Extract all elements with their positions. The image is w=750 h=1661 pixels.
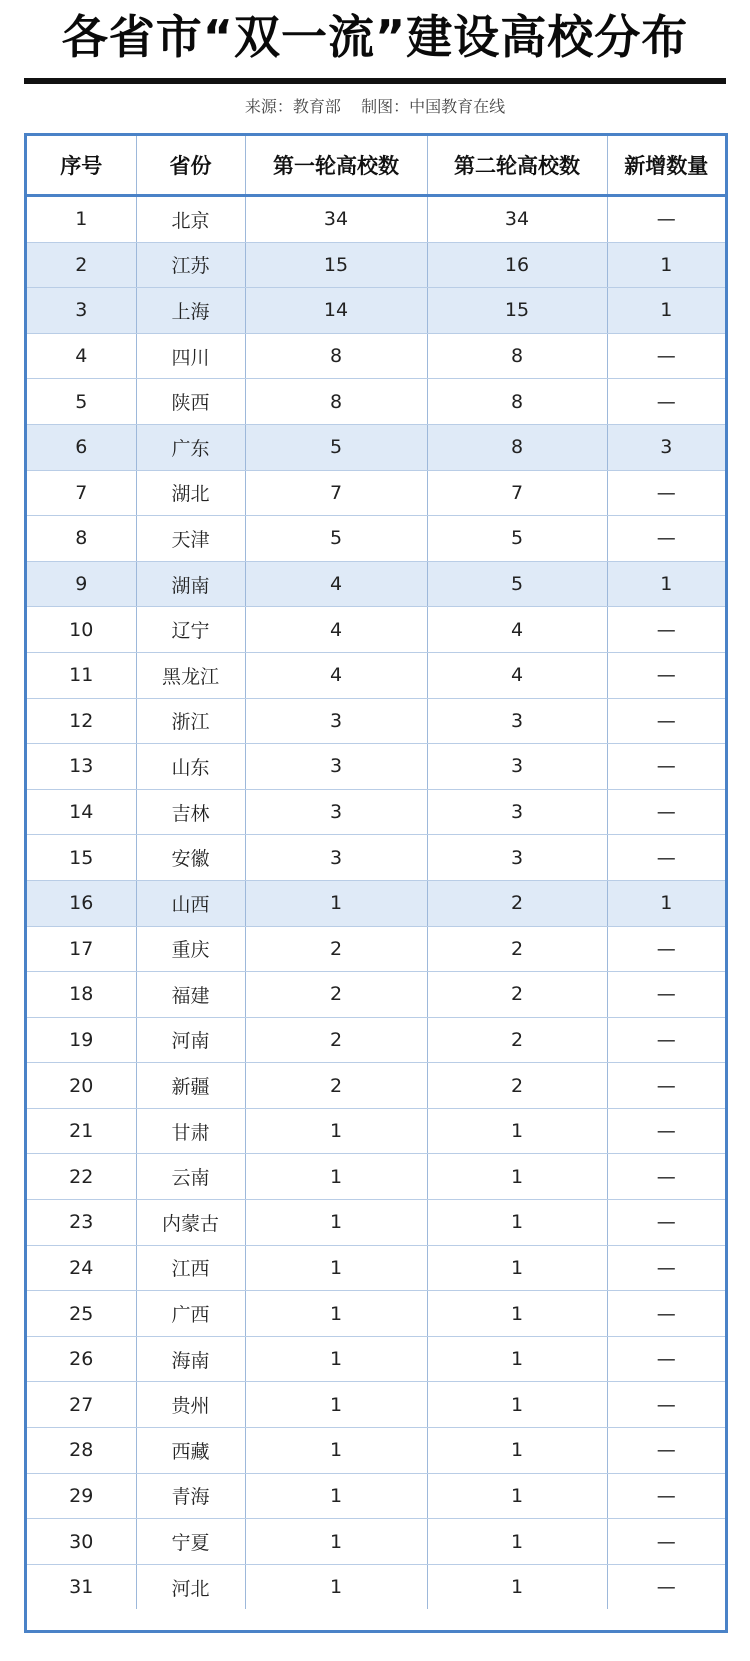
- cell-round1-count: 1: [245, 1200, 427, 1246]
- cell-round2-count: 3: [427, 744, 607, 790]
- table-row: [27, 1017, 725, 1063]
- table-row: [27, 926, 725, 972]
- table-row: [27, 1564, 725, 1609]
- cell-added-count: 1: [607, 561, 725, 607]
- cell-index: 12: [27, 698, 136, 744]
- cell-round2-count: 34: [427, 196, 607, 243]
- cell-round1-count: 2: [245, 972, 427, 1018]
- cell-round2-count: 1: [427, 1382, 607, 1428]
- cell-round2-count: 3: [427, 835, 607, 881]
- table-row: [27, 1063, 725, 1109]
- cell-index: 27: [27, 1382, 136, 1428]
- cell-index: 13: [27, 744, 136, 790]
- cell-province: 新疆: [136, 1063, 245, 1109]
- cell-round1-count: 2: [245, 926, 427, 972]
- cell-round1-count: 3: [245, 835, 427, 881]
- cell-added-count: —: [607, 835, 725, 881]
- cell-round2-count: 1: [427, 1245, 607, 1291]
- cell-round1-count: 4: [245, 652, 427, 698]
- cell-added-count: —: [607, 1200, 725, 1246]
- cell-round1-count: 5: [245, 424, 427, 470]
- cell-index: 7: [27, 470, 136, 516]
- cell-round1-count: 7: [245, 470, 427, 516]
- cell-round2-count: 5: [427, 561, 607, 607]
- header-province: 省份: [136, 136, 245, 196]
- table-row: [27, 1473, 725, 1519]
- cell-added-count: 1: [607, 242, 725, 288]
- table-row: [27, 333, 725, 379]
- cell-round1-count: 1: [245, 1473, 427, 1519]
- cell-province: 山东: [136, 744, 245, 790]
- table-row: [27, 1291, 725, 1337]
- header-added-count: 新增数量: [607, 136, 725, 196]
- cell-round1-count: 1: [245, 1564, 427, 1609]
- cell-round1-count: 3: [245, 744, 427, 790]
- cell-index: 22: [27, 1154, 136, 1200]
- cell-index: 2: [27, 242, 136, 288]
- cell-province: 海南: [136, 1336, 245, 1382]
- cell-index: 8: [27, 516, 136, 562]
- cell-province: 江西: [136, 1245, 245, 1291]
- cell-round2-count: 4: [427, 652, 607, 698]
- cell-added-count: —: [607, 926, 725, 972]
- cell-added-count: —: [607, 1154, 725, 1200]
- cell-index: 18: [27, 972, 136, 1018]
- cell-province: 青海: [136, 1473, 245, 1519]
- cell-round1-count: 8: [245, 333, 427, 379]
- cell-added-count: —: [607, 1245, 725, 1291]
- cell-index: 28: [27, 1428, 136, 1474]
- table-row: [27, 972, 725, 1018]
- cell-round2-count: 15: [427, 288, 607, 334]
- cell-added-count: —: [607, 470, 725, 516]
- cell-province: 贵州: [136, 1382, 245, 1428]
- cell-index: 9: [27, 561, 136, 607]
- cell-round2-count: 16: [427, 242, 607, 288]
- table-row: [27, 1336, 725, 1382]
- cell-added-count: —: [607, 1063, 725, 1109]
- cell-round1-count: 1: [245, 1154, 427, 1200]
- cell-round1-count: 1: [245, 1245, 427, 1291]
- cell-added-count: —: [607, 744, 725, 790]
- table-row: [27, 1519, 725, 1565]
- cell-round2-count: 8: [427, 379, 607, 425]
- table-row: [27, 652, 725, 698]
- cell-round2-count: 1: [427, 1200, 607, 1246]
- cell-added-count: —: [607, 333, 725, 379]
- cell-province: 吉林: [136, 789, 245, 835]
- cell-round2-count: 2: [427, 1017, 607, 1063]
- cell-province: 甘肃: [136, 1108, 245, 1154]
- cell-index: 29: [27, 1473, 136, 1519]
- cell-round2-count: 7: [427, 470, 607, 516]
- table-row: [27, 835, 725, 881]
- header-round2-count: 第二轮高校数: [427, 136, 607, 196]
- cell-round1-count: 1: [245, 1519, 427, 1565]
- cell-index: 24: [27, 1245, 136, 1291]
- cell-province: 陕西: [136, 379, 245, 425]
- cell-index: 4: [27, 333, 136, 379]
- cell-added-count: —: [607, 789, 725, 835]
- cell-round1-count: 1: [245, 1291, 427, 1337]
- cell-added-count: —: [607, 1017, 725, 1063]
- table-header-row: [27, 136, 725, 196]
- cell-round1-count: 5: [245, 516, 427, 562]
- cell-round2-count: 1: [427, 1336, 607, 1382]
- table-row: [27, 1428, 725, 1474]
- cell-index: 19: [27, 1017, 136, 1063]
- cell-added-count: —: [607, 1519, 725, 1565]
- cell-round1-count: 8: [245, 379, 427, 425]
- title-divider: [24, 78, 726, 84]
- cell-round1-count: 2: [245, 1063, 427, 1109]
- cell-province: 河北: [136, 1564, 245, 1609]
- cell-round2-count: 1: [427, 1564, 607, 1609]
- cell-added-count: —: [607, 1336, 725, 1382]
- distribution-table-frame: [24, 133, 728, 1633]
- cell-round1-count: 1: [245, 1108, 427, 1154]
- table-row: [27, 196, 725, 243]
- table-row: [27, 607, 725, 653]
- cell-round2-count: 8: [427, 333, 607, 379]
- table-row: [27, 242, 725, 288]
- cell-round1-count: 14: [245, 288, 427, 334]
- table-row: [27, 561, 725, 607]
- cell-province: 湖南: [136, 561, 245, 607]
- cell-province: 黑龙江: [136, 652, 245, 698]
- cell-index: 14: [27, 789, 136, 835]
- source-credit: 来源：教育部 制图：中国教育在线: [244, 97, 506, 116]
- cell-province: 内蒙古: [136, 1200, 245, 1246]
- cell-round2-count: 2: [427, 926, 607, 972]
- cell-round2-count: 4: [427, 607, 607, 653]
- cell-added-count: —: [607, 1382, 725, 1428]
- cell-round2-count: 2: [427, 1063, 607, 1109]
- cell-index: 11: [27, 652, 136, 698]
- cell-index: 20: [27, 1063, 136, 1109]
- cell-round2-count: 1: [427, 1428, 607, 1474]
- cell-added-count: —: [607, 1291, 725, 1337]
- distribution-table: [27, 136, 725, 1609]
- cell-index: 30: [27, 1519, 136, 1565]
- cell-index: 16: [27, 880, 136, 926]
- cell-index: 21: [27, 1108, 136, 1154]
- cell-province: 西藏: [136, 1428, 245, 1474]
- cell-round1-count: 3: [245, 789, 427, 835]
- header-index: 序号: [27, 136, 136, 196]
- cell-index: 26: [27, 1336, 136, 1382]
- header-round1-count: 第一轮高校数: [245, 136, 427, 196]
- cell-index: 31: [27, 1564, 136, 1609]
- cell-province: 广西: [136, 1291, 245, 1337]
- cell-added-count: —: [607, 1428, 725, 1474]
- cell-added-count: —: [656, 1576, 676, 1599]
- cell-index: 17: [27, 926, 136, 972]
- cell-round2-count: 3: [427, 789, 607, 835]
- cell-added-count: —: [607, 516, 725, 562]
- cell-round2-count: 2: [427, 880, 607, 926]
- cell-province: 四川: [136, 333, 245, 379]
- table-row: [27, 698, 725, 744]
- cell-added-count: —: [607, 1108, 725, 1154]
- cell-index: 3: [27, 288, 136, 334]
- table-row: [27, 789, 725, 835]
- cell-province: 宁夏: [136, 1519, 245, 1565]
- cell-round2-count: 3: [427, 698, 607, 744]
- cell-index: 5: [27, 379, 136, 425]
- table-row: [27, 744, 725, 790]
- cell-round2-count: 2: [427, 972, 607, 1018]
- table-body: [27, 196, 725, 1610]
- cell-round1-count: 3: [245, 698, 427, 744]
- cell-round1-count: 1: [245, 880, 427, 926]
- cell-round2-count: 1: [427, 1519, 607, 1565]
- cell-province: 辽宁: [136, 607, 245, 653]
- cell-round1-count: 4: [245, 561, 427, 607]
- cell-added-count: —: [607, 698, 725, 744]
- cell-round2-count: 1: [427, 1473, 607, 1519]
- cell-index: 10: [27, 607, 136, 653]
- table-row: [27, 516, 725, 562]
- cell-added-count: —: [607, 972, 725, 1018]
- cell-province: 上海: [136, 288, 245, 334]
- cell-added-count: —: [607, 652, 725, 698]
- cell-round2-count: 1: [427, 1291, 607, 1337]
- cell-round1-count: 1: [245, 1336, 427, 1382]
- cell-province: 重庆: [136, 926, 245, 972]
- cell-added-count: 1: [607, 288, 725, 334]
- cell-index: 25: [27, 1291, 136, 1337]
- cell-province: 安徽: [136, 835, 245, 881]
- cell-province: 江苏: [136, 242, 245, 288]
- cell-round2-count: 5: [427, 516, 607, 562]
- cell-round1-count: 15: [245, 242, 427, 288]
- table-row: [27, 1154, 725, 1200]
- cell-index: 15: [27, 835, 136, 881]
- table-row: [27, 1382, 725, 1428]
- cell-province: 湖北: [136, 470, 245, 516]
- table-row: [27, 288, 725, 334]
- cell-index: 1: [27, 196, 136, 243]
- cell-province: 福建: [136, 972, 245, 1018]
- cell-added-count: —: [607, 379, 725, 425]
- cell-round1-count: 1: [245, 1428, 427, 1474]
- cell-added-count: 1: [607, 880, 725, 926]
- table-row: [27, 424, 725, 470]
- cell-round2-count: 1: [427, 1108, 607, 1154]
- cell-province: 天津: [136, 516, 245, 562]
- cell-province: 北京: [136, 196, 245, 243]
- cell-index: 23: [27, 1200, 136, 1246]
- cell-round2-count: 8: [427, 424, 607, 470]
- cell-round1-count: 1: [245, 1382, 427, 1428]
- table-row: [27, 1108, 725, 1154]
- cell-province: 广东: [136, 424, 245, 470]
- cell-round2-count: 1: [427, 1154, 607, 1200]
- table-row: [27, 1245, 725, 1291]
- cell-index: 6: [27, 424, 136, 470]
- cell-province: 浙江: [136, 698, 245, 744]
- page-title: 各省市“双一流”建设高校分布: [61, 10, 689, 64]
- table-row: [27, 470, 725, 516]
- cell-province: 山西: [136, 880, 245, 926]
- cell-added-count: —: [607, 1473, 725, 1519]
- cell-added-count: —: [607, 196, 725, 243]
- cell-added-count: 3: [607, 424, 725, 470]
- table-row: [27, 1200, 725, 1246]
- cell-round1-count: 4: [245, 607, 427, 653]
- cell-province: 云南: [136, 1154, 245, 1200]
- cell-round1-count: 2: [245, 1017, 427, 1063]
- table-row: [27, 880, 725, 926]
- cell-round1-count: 34: [245, 196, 427, 243]
- cell-added-count: —: [607, 607, 725, 653]
- table-row: [27, 379, 725, 425]
- cell-province: 河南: [136, 1017, 245, 1063]
